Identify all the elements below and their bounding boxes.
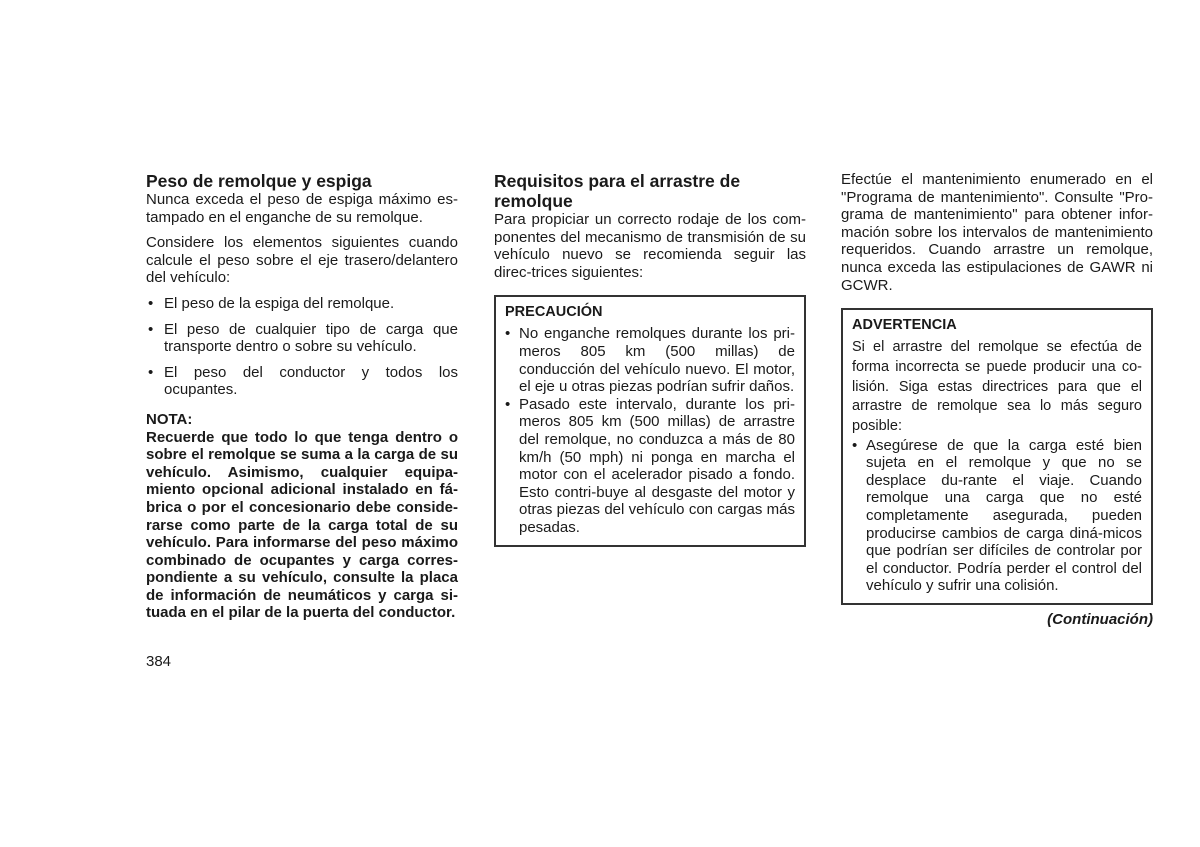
note-title: NOTA: xyxy=(146,410,193,428)
continuation-label: (Continuación) xyxy=(1047,611,1153,628)
list-item: • Asegúrese de que la carga esté bien sujeta en el remolque y que no se desplace du-rante el viaje. Cuando remolque una carga que no esté completamente asegurada, pueden producirse cambios de carga diná-micos que podrían ser difíciles de controlar por el conductor. Podría perder el control del vehículo y sufrir una colisión. xyxy=(852,437,1142,595)
list-item: • El peso de cualquier tipo de carga que transporte dentro o sobre su vehículo. xyxy=(146,321,458,356)
paragraph: Considere los elementos siguientes cuando calcule el peso sobre el eje trasero/delantero del vehículo: xyxy=(146,234,458,287)
note-body: Recuerde que todo lo que tenga dentro o sobre el remolque se suma a la carga de su vehículo. Asimismo, cualquier equipa-miento opcional adicional instalado en fá-brica o por el concesionario debe conside-rarse como parte de la carga total de su vehículo. Para informarse del peso máximo combinado de ocupantes y carga corres-pondiente a su vehículo, consulte la placa de información de neumáticos y carga si-tuada en el pilar de la puerta del conductor. xyxy=(146,428,458,622)
paragraph: Efectúe el mantenimiento enumerado en el "Programa de mantenimiento". Consulte "Pro-grama de mantenimiento" para obtener infor-mación sobre los intervalos de mantenimiento requeridos. Cuando arrastre un remolque, nunca exceda las estipulaciones de GAWR ni GCWR. xyxy=(841,171,1153,294)
section-heading-requisitos: Requisitos para el arrastre de remolque xyxy=(494,171,741,211)
warning-text: Si el arrastre del remolque se efectúa de forma incorrecta se puede producir una co-lisión. Siga estas directrices para que el arrastre de remolque sea lo más seguro posible: xyxy=(852,339,1142,434)
list-item: • El peso de la espiga del remolque. xyxy=(146,295,458,313)
caution-list xyxy=(505,325,795,536)
column-middle xyxy=(494,171,806,547)
list-item: • No enganche remolques durante los pri-meros 805 km (500 millas) de conducción del vehículo nuevo. El motor, el eje u otras piezas podrían sufrir daños. xyxy=(505,325,795,395)
warning-box xyxy=(841,308,1153,605)
list-item: • El peso del conductor y todos los ocupantes. xyxy=(146,364,458,399)
section-heading-peso: Peso de remolque y espiga xyxy=(146,171,372,191)
paragraph: Para propiciar un correcto rodaje de los com-ponentes del mecanismo de transmisión de su vehículo nuevo se recomienda seguir las direc-trices siguientes: xyxy=(494,211,806,281)
caution-title: PRECAUCIÓN xyxy=(505,304,603,321)
column-left xyxy=(146,171,458,622)
caution-box xyxy=(494,295,806,546)
column-right xyxy=(841,171,1153,605)
paragraph: Nunca exceda el peso de espiga máximo es-tampado en el enganche de su remolque. xyxy=(146,191,458,226)
page-number: 384 xyxy=(146,653,172,670)
list-item: • Pasado este intervalo, durante los pri-meros 805 km (500 millas) de arrastre del remolque, no conduzca a más de 80 km/h (50 mph) ni ponga en marcha el motor con el acelerador pisado a fondo. Esto contri-buye al desgaste del motor y otras piezas del vehículo con cargas más pesadas. xyxy=(505,396,795,537)
warning-title: ADVERTENCIA xyxy=(852,317,957,334)
bullet-list xyxy=(146,295,458,399)
warning-list xyxy=(852,437,1142,595)
